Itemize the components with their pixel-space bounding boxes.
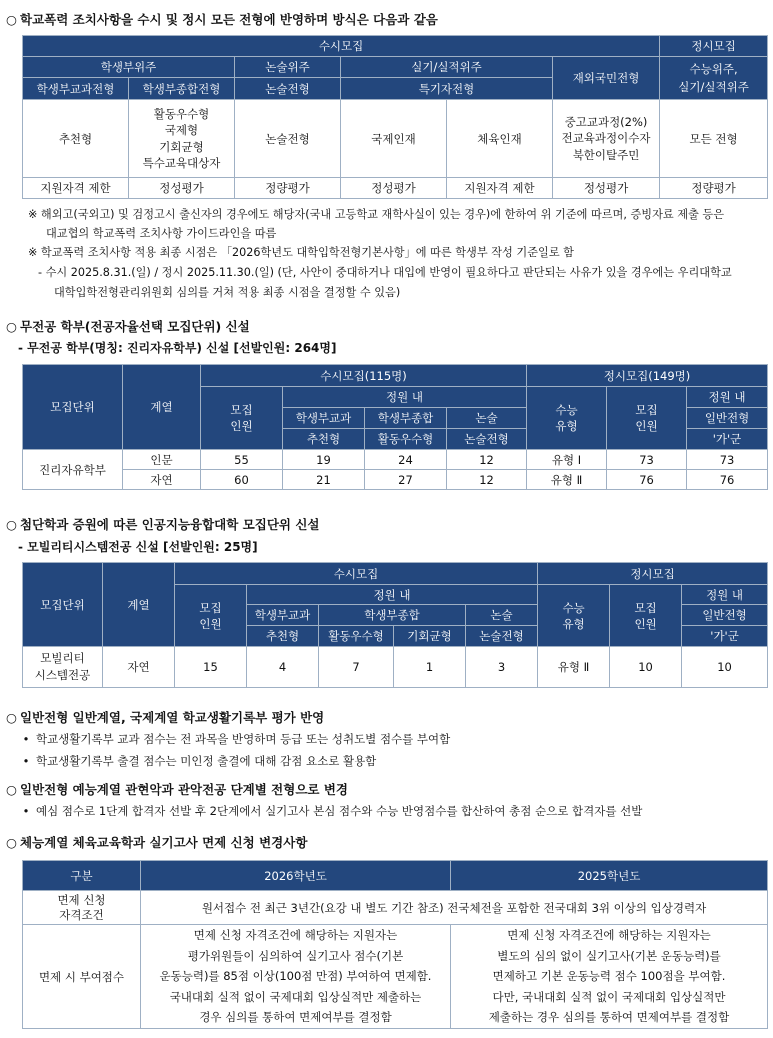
bullet-3: • 예심 점수로 1단계 합격자 선발 후 2단계에서 실기고사 본심 점수와 수능 반영점수를 합산하여 총점 순으로 합격자를 선발	[22, 804, 643, 818]
section-title-school-violence: ○ 학교폭력 조치사항을 수시 및 정시 모든 전형에 반영하며 방식은 다음과 같음	[6, 12, 438, 27]
method-3: 정량평가	[235, 178, 341, 199]
school-violence-table	[22, 35, 768, 199]
row-label-qualification: 면제 신청 자격조건	[23, 891, 141, 925]
cell-cheyuk: 체육인재	[447, 100, 553, 178]
section-title-record-eval: ○ 일반전형 일반계열, 국제계열 학교생활기록부 평가 반영	[6, 710, 325, 725]
cell-c: 12	[447, 450, 527, 470]
cell-d: 3	[466, 647, 538, 688]
cell-a: 19	[283, 450, 365, 470]
cell-nonsul: 논술전형	[235, 100, 341, 178]
header-jeongsi-149: 정시모집(149명)	[527, 365, 768, 387]
header-jeongwon: 정원 내	[247, 585, 538, 605]
header-ga: '가'군	[682, 626, 768, 647]
cell-type: 유형 Ⅱ	[538, 647, 610, 688]
header-gyogwa: 학생부교과	[283, 408, 365, 429]
note-3a: - 수시 2025.8.31.(일) / 정시 2025.11.30.(일) (단, 사안이 중대하거나 대입에 반영이 필요하다고 판단되는 사유가 있을 경우에는 우리대학교	[38, 266, 732, 279]
header-jonghap: 학생부종합	[319, 605, 466, 626]
header-ilban: 일반전형	[682, 605, 768, 626]
header-track: 계열	[123, 365, 201, 450]
section-title-free-major: ○ 무전공 학부(전공자율선택 모집단위) 신설	[6, 319, 250, 334]
header-nonsul: 논술위주	[235, 57, 341, 78]
method-5: 지원자격 제한	[447, 178, 553, 199]
cell-b: 24	[365, 450, 447, 470]
header-track: 계열	[103, 563, 175, 647]
cell-track: 자연	[103, 647, 175, 688]
cell-a: 4	[247, 647, 319, 688]
cell-qualification: 원서접수 전 최근 3년간(요강 내 별도 기간 참조) 전국체전을 포함한 전국대회 3위 이상의 입상경력자	[141, 891, 768, 925]
cell-jonghap-types: 활동우수형 국제형 기회균형 특수교육대상자	[129, 100, 235, 178]
cell-c: 1	[394, 647, 466, 688]
cell-2026-score: 면제 신청 자격조건에 해당하는 지원자는 평가위원들이 심의하여 실기고사 점수(기본 운동능력)를 85점 이상(100점 만점) 부여하여 면제함. 국내대회 실적 없이 국제대회 입상실적만 제출하는 경우 심의를 통하여 면제여부를 결정함	[141, 925, 451, 1029]
header-mojip2: 모집 인원	[607, 387, 687, 450]
method-4: 정성평가	[341, 178, 447, 199]
bullet-2: • 학교생활기록부 출결 점수는 미인정 출결에 대해 감점 요소로 활용함	[22, 754, 377, 768]
method-2: 정성평가	[129, 178, 235, 199]
header-nonsuljh: 논술전형	[466, 626, 538, 647]
header-nonsul2: 논술전형	[235, 78, 341, 100]
header-teukgi: 특기자전형	[341, 78, 553, 100]
cell-n: 73	[607, 450, 687, 470]
cell-n: 76	[607, 470, 687, 490]
header-mojip: 모집 인원	[201, 387, 283, 450]
header-gubun: 구분	[23, 861, 141, 891]
header-nonsul: 논술	[447, 408, 527, 429]
free-major-table	[22, 364, 768, 490]
header-suneung: 수능위주, 실기/실적위주	[660, 57, 768, 100]
cell-total: 55	[201, 450, 283, 470]
method-1: 지원자격 제한	[23, 178, 129, 199]
header-2026: 2026학년도	[141, 861, 451, 891]
note-1b: 대교협의 학교폭력 조치사항 가이드라인을 따름	[46, 227, 277, 240]
cell-c: 12	[447, 470, 527, 490]
header-gyogwa: 학생부교과전형	[23, 78, 129, 100]
section-title-stage-change: ○ 일반전형 예능계열 관현악과 관악전공 단계별 전형으로 변경	[6, 782, 348, 797]
header-jeongwon2: 정원 내	[682, 585, 768, 605]
header-jonghap: 학생부종합전형	[129, 78, 235, 100]
header-suneung: 수능 유형	[538, 585, 610, 647]
method-6: 정성평가	[553, 178, 660, 199]
note-2: ※ 학교폭력 조치사항 적용 최종 시점은 「2026학년도 대학입학전형기본사항」에 따른 학생부 작성 기준일로 함	[28, 246, 574, 259]
bullet-1: • 학교생활기록부 교과 점수는 전 과목을 반영하며 등급 또는 성취도별 점수를 부여함	[22, 732, 451, 746]
header-chucheon: 추천형	[283, 429, 365, 450]
note-1a: ※ 해외고(국외고) 및 검정고시 출신자의 경우에도 해당자(국내 고등학교 재학사실이 있는 경우)에 한하여 위 기준에 따르며, 증빙자료 제출 등은	[28, 208, 725, 221]
header-nonsuljh: 논술전형	[447, 429, 527, 450]
cell-2025-score: 면제 신청 자격조건에 해당하는 지원자는 별도의 심의 없이 실기고사(기본 운동능력)를 면제하고 기본 운동능력 점수 100점을 부여함. 다만, 국내대회 실적 없이 국제대회 입상실적만 제출하는 경우 심의를 통하여 면제여부를 결정함	[451, 925, 768, 1029]
header-suneung: 수능 유형	[527, 387, 607, 450]
header-susi: 수시모집	[23, 36, 660, 57]
header-unit: 모집단위	[23, 563, 103, 647]
header-hwaldong: 활동우수형	[319, 626, 394, 647]
cell-track: 자연	[123, 470, 201, 490]
cell-track: 인문	[123, 450, 201, 470]
header-susi-115: 수시모집(115명)	[201, 365, 527, 387]
exemption-table	[22, 860, 768, 1029]
sub-free-major: - 무전공 학부(명칭: 진리자유학부) 신설 [선발인원: 264명]	[18, 341, 337, 355]
cell-unit: 모빌리티 시스템전공	[23, 647, 103, 688]
cell-type: 유형 Ⅰ	[527, 450, 607, 470]
cell-jaewoe-types: 중고교과정(2%) 전교육과정이수자 북한이탈주민	[553, 100, 660, 178]
cell-total: 60	[201, 470, 283, 490]
header-jonghap: 학생부종합	[365, 408, 447, 429]
header-mojip: 모집 인원	[175, 585, 247, 647]
header-jeongwon2: 정원 내	[687, 387, 768, 408]
note-3b: 대학입학전형관리위원회 심의를 거쳐 적용 최종 시점을 결정할 수 있음)	[54, 286, 401, 299]
header-susi: 수시모집	[175, 563, 538, 585]
cell-g: 10	[682, 647, 768, 688]
row-label-score: 면제 시 부여점수	[23, 925, 141, 1029]
header-chucheon: 추천형	[247, 626, 319, 647]
section-title-ai-college: ○ 첨단학과 증원에 따른 인공지능융합대학 모집단위 신설	[6, 517, 320, 532]
header-hak: 학생부위주	[23, 57, 235, 78]
cell-b: 7	[319, 647, 394, 688]
cell-total: 15	[175, 647, 247, 688]
cell-gukje: 국제인재	[341, 100, 447, 178]
header-jeongwon: 정원 내	[283, 387, 527, 408]
header-2025: 2025학년도	[451, 861, 768, 891]
header-silgi: 실기/실적위주	[341, 57, 553, 78]
method-7: 정량평가	[660, 178, 768, 199]
sub-mobility: - 모빌리티시스템전공 신설 [선발인원: 25명]	[18, 540, 258, 554]
mobility-table	[22, 562, 768, 688]
header-ga: '가'군	[687, 429, 768, 450]
header-gihoe: 기회균형	[394, 626, 466, 647]
cell-n: 10	[610, 647, 682, 688]
cell-g: 73	[687, 450, 768, 470]
cell-jeongsi-all: 모든 전형	[660, 100, 768, 178]
header-gyogwa: 학생부교과	[247, 605, 319, 626]
section-title-pe-exemption: ○ 체능계열 체육교육학과 실기고사 면제 신청 변경사항	[6, 835, 308, 850]
header-jaewoe: 재외국민전형	[553, 57, 660, 100]
cell-g: 76	[687, 470, 768, 490]
cell-chucheon: 추천형	[23, 100, 129, 178]
header-jeongsi: 정시모집	[538, 563, 768, 585]
header-mojip2: 모집 인원	[610, 585, 682, 647]
header-ilban: 일반전형	[687, 408, 768, 429]
header-unit: 모집단위	[23, 365, 123, 450]
cell-type: 유형 Ⅱ	[527, 470, 607, 490]
header-nonsul: 논술	[466, 605, 538, 626]
cell-b: 27	[365, 470, 447, 490]
cell-a: 21	[283, 470, 365, 490]
cell-unit: 진리자유학부	[23, 450, 123, 490]
header-jeongsi: 정시모집	[660, 36, 768, 57]
header-hwaldong: 활동우수형	[365, 429, 447, 450]
